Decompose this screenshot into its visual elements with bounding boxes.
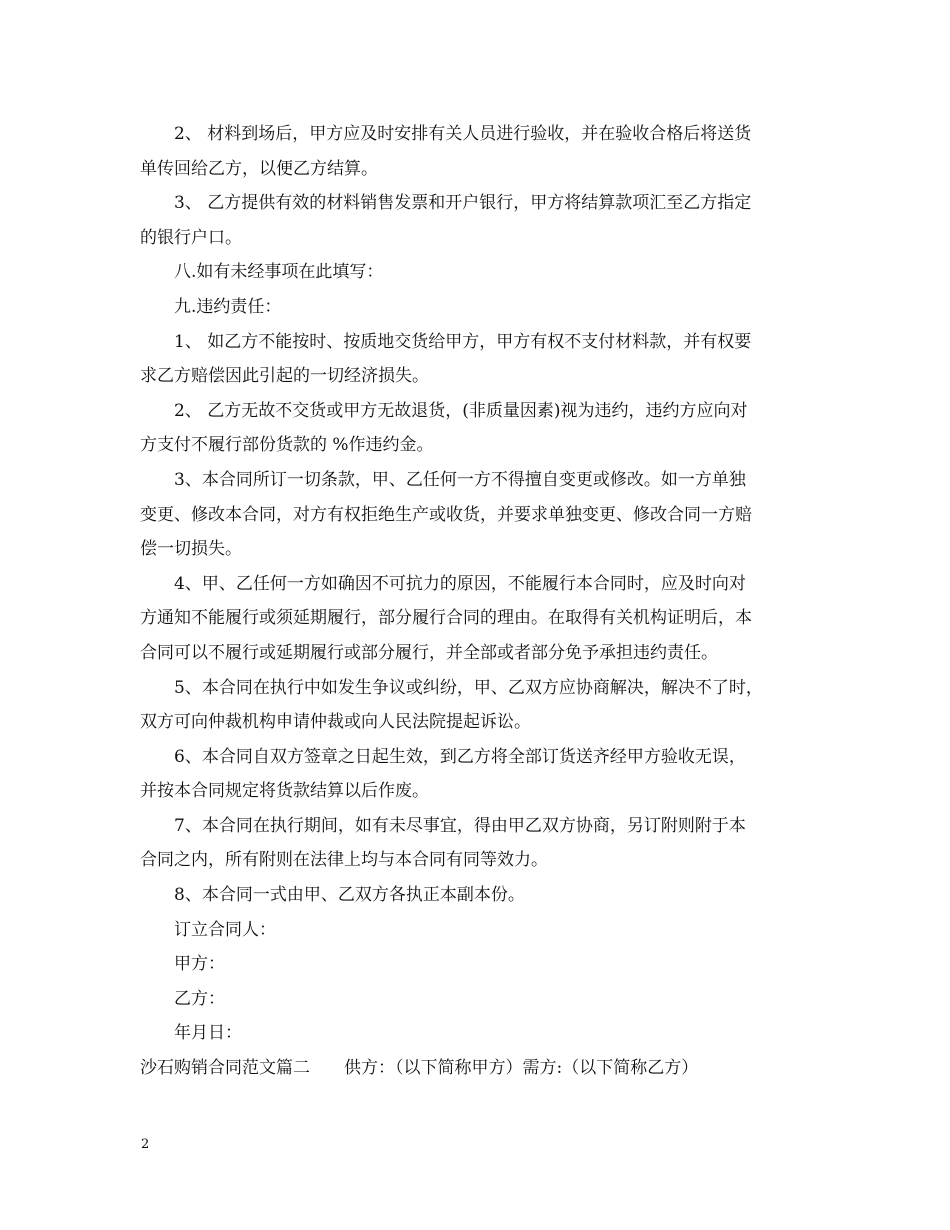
- text-line: 2、 乙方无故不交货或甲方无故退货，(非质量因素)视为违约，违约方应向对: [174, 400, 748, 421]
- text-line: 2、 材料到场后，甲方应及时安排有关人员进行验收，并在验收合格后将送货: [174, 124, 752, 144]
- text-line: 方通知不能履行或须延期履行，部分履行合同的理由。在取得有关机构证明后，本: [140, 608, 752, 629]
- text-line: 方支付不履行部份货款的 %作违约金。: [140, 435, 434, 456]
- text-line: 6、本合同自双方签章之日起生效，到乙方将全部订货送齐经甲方验收无误，: [174, 746, 746, 767]
- text-line: 偿一切损失。: [140, 539, 242, 560]
- text-line: 合同可以不履行或延期履行或部分履行，并全部或者部分免予承担违约责任。: [140, 642, 718, 663]
- text-line: 3、 乙方提供有效的材料销售发票和开户银行，甲方将结算款项汇至乙方指定: [174, 193, 752, 214]
- text-line: 5、本合同在执行中如发生争议或纠纷，甲、乙双方应协商解决，解决不了时，: [174, 677, 763, 698]
- signature-label: 订立合同人：: [174, 919, 276, 940]
- next-contract-title: 沙石购销合同范文篇二 供方：（以下简称甲方）需方:（以下简称乙方）: [140, 1058, 699, 1079]
- party-b-label: 乙方：: [174, 988, 225, 1009]
- party-a-label: 甲方：: [174, 954, 225, 975]
- text-line: 7、本合同在执行期间，如有未尽事宜，得由甲乙双方协商，另订附则附于本: [174, 815, 746, 836]
- section-heading: 九.违约责任：: [174, 296, 282, 317]
- text-line: 单传回给乙方，以便乙方结算。: [140, 158, 378, 179]
- text-line: 8、本合同一式由甲、乙双方各执正本副本份。: [174, 885, 525, 906]
- text-line: 求乙方赔偿因此引起的一切经济损失。: [140, 366, 429, 387]
- text-line: 合同之内，所有附则在法律上均与本合同有同等效力。: [140, 850, 548, 871]
- text-line: 双方可向仲裁机构申请仲裁或向人民法院提起诉讼。: [140, 712, 531, 733]
- text-line: 1、 如乙方不能按时、按质地交货给甲方，甲方有权不支付材料款，并有权要: [174, 331, 752, 352]
- section-heading: 八.如有未经事项在此填写：: [174, 262, 384, 283]
- text-line: 变更、修改本合同，对方有权拒绝生产或收货，并要求单独变更、修改合同一方赔: [140, 504, 752, 525]
- document-body: [140, 117, 812, 1086]
- text-line: 的银行户口。: [140, 227, 242, 248]
- text-line: 3、本合同所订一切条款，甲、乙任何一方不得擅自变更或修改。如一方单独: [174, 469, 746, 490]
- date-label: 年月日：: [174, 1023, 242, 1044]
- page-number: 2: [141, 1137, 150, 1152]
- text-line: 4、甲、乙任何一方如确因不可抗力的原因，不能履行本合同时，应及时向对: [174, 573, 746, 594]
- text-line: 并按本合同规定将货款结算以后作废。: [140, 781, 429, 802]
